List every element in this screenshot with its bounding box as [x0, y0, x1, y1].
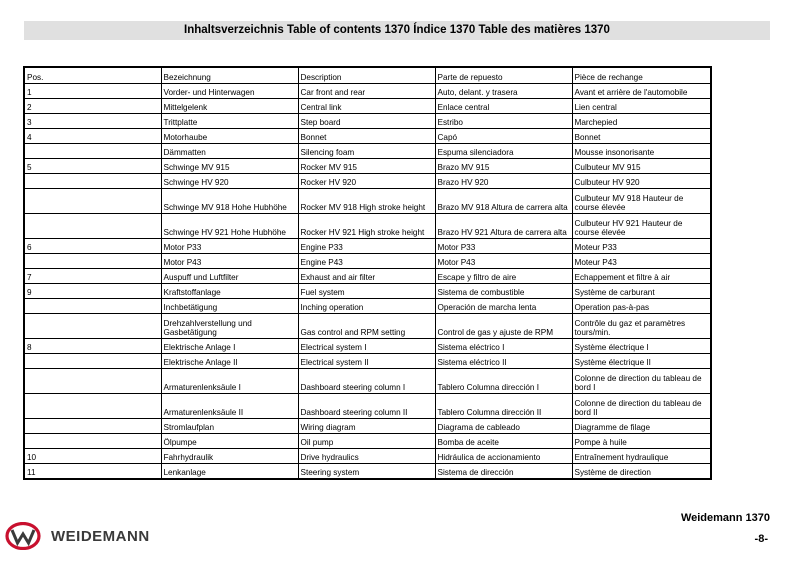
table-row	[24, 434, 711, 449]
piece-cell: Moteur P33	[572, 239, 711, 254]
pos-cell	[24, 144, 161, 159]
pos-cell	[24, 434, 161, 449]
description-cell: Drive hydraulics	[298, 449, 435, 464]
table-row	[24, 84, 711, 99]
parte-cell: Sistema de dirección	[435, 464, 572, 480]
description-cell: Rocker MV 918 High stroke height	[298, 189, 435, 214]
description-cell: Dashboard steering column I	[298, 369, 435, 394]
page-number: -8-	[754, 533, 768, 545]
parte-cell: Diagrama de cableado	[435, 419, 572, 434]
pos-cell: 8	[24, 339, 161, 354]
piece-cell: Lien central	[572, 99, 711, 114]
column-header-parte: Parte de repuesto	[435, 67, 572, 84]
pos-cell: 4	[24, 129, 161, 144]
piece-cell: Système électrique I	[572, 339, 711, 354]
bezeichnung-cell: Ölpumpe	[161, 434, 298, 449]
description-cell: Rocker HV 920	[298, 174, 435, 189]
parte-cell: Operación de marcha lenta	[435, 299, 572, 314]
table-row	[24, 129, 711, 144]
piece-cell: Echappement et filtre à air	[572, 269, 711, 284]
column-header-description: Description	[298, 67, 435, 84]
pos-cell: 5	[24, 159, 161, 174]
weidemann-logo	[5, 522, 175, 550]
column-header-piece: Pièce de rechange	[572, 67, 711, 84]
table-row	[24, 239, 711, 254]
table-row	[24, 144, 711, 159]
model-label: Weidemann 1370	[680, 512, 770, 524]
table-row	[24, 284, 711, 299]
pos-cell	[24, 394, 161, 419]
description-cell: Central link	[298, 99, 435, 114]
bezeichnung-cell: Fahrhydraulik	[161, 449, 298, 464]
piece-cell: Système de carburant	[572, 284, 711, 299]
piece-cell: Diagramme de filage	[572, 419, 711, 434]
bezeichnung-cell: Schwinge MV 918 Hohe Hubhöhe	[161, 189, 298, 214]
description-cell: Fuel system	[298, 284, 435, 299]
piece-cell: Culbuteur HV 920	[572, 174, 711, 189]
parte-cell: Capó	[435, 129, 572, 144]
piece-cell: Marchepied	[572, 114, 711, 129]
description-cell: Steering system	[298, 464, 435, 480]
piece-cell: Colonne de direction du tableau de bord I	[572, 369, 711, 394]
piece-cell: Avant et arrière de l'automobile	[572, 84, 711, 99]
parte-cell: Control de gas y ajuste de RPM	[435, 314, 572, 339]
table-row	[24, 394, 711, 419]
piece-cell: Culbuteur MV 918 Hauteur de course élevée	[572, 189, 711, 214]
column-header-pos: Pos.	[24, 67, 161, 84]
pos-cell: 7	[24, 269, 161, 284]
bezeichnung-cell: Schwinge HV 921 Hohe Hubhöhe	[161, 214, 298, 239]
pos-cell	[24, 354, 161, 369]
pos-cell: 10	[24, 449, 161, 464]
bezeichnung-cell: Mittelgelenk	[161, 99, 298, 114]
parte-cell: Hidráulica de accionamiento	[435, 449, 572, 464]
page-title: Inhaltsverzeichnis Table of contents 1370 Índice 1370 Table des matières 1370	[24, 21, 770, 40]
parte-cell: Brazo MV 918 Altura de carrera alta	[435, 189, 572, 214]
table-row	[24, 254, 711, 269]
table-row	[24, 159, 711, 174]
bezeichnung-cell: Motor P33	[161, 239, 298, 254]
bezeichnung-cell: Trittplatte	[161, 114, 298, 129]
pos-cell: 2	[24, 99, 161, 114]
table-row	[24, 464, 711, 480]
parte-cell: Brazo MV 915	[435, 159, 572, 174]
pos-cell: 9	[24, 284, 161, 299]
bezeichnung-cell: Elektrische Anlage I	[161, 339, 298, 354]
description-cell: Engine P43	[298, 254, 435, 269]
pos-cell: 1	[24, 84, 161, 99]
table-header-row	[24, 67, 711, 84]
piece-cell: Culbuteur MV 915	[572, 159, 711, 174]
bezeichnung-cell: Schwinge HV 920	[161, 174, 298, 189]
table-row	[24, 314, 711, 339]
pos-cell	[24, 299, 161, 314]
bezeichnung-cell: Drehzahlverstellung und Gasbetätigung	[161, 314, 298, 339]
table-row	[24, 269, 711, 284]
description-cell: Silencing foam	[298, 144, 435, 159]
parte-cell: Motor P33	[435, 239, 572, 254]
description-cell: Electrical system I	[298, 339, 435, 354]
pos-cell	[24, 254, 161, 269]
description-cell: Dashboard steering column II	[298, 394, 435, 419]
bezeichnung-cell: Stromlaufplan	[161, 419, 298, 434]
table-row	[24, 449, 711, 464]
parte-cell: Auto, delant. y trasera	[435, 84, 572, 99]
description-cell: Inching operation	[298, 299, 435, 314]
parte-cell: Tablero Columna dirección II	[435, 394, 572, 419]
bezeichnung-cell: Armaturenlenksäule I	[161, 369, 298, 394]
table-row	[24, 299, 711, 314]
bezeichnung-cell: Motorhaube	[161, 129, 298, 144]
bezeichnung-cell: Elektrische Anlage II	[161, 354, 298, 369]
pos-cell	[24, 419, 161, 434]
bezeichnung-cell: Armaturenlenksäule II	[161, 394, 298, 419]
parte-cell: Estribo	[435, 114, 572, 129]
piece-cell: Culbuteur HV 921 Hauteur de course élevée	[572, 214, 711, 239]
bezeichnung-cell: Motor P43	[161, 254, 298, 269]
description-cell: Bonnet	[298, 129, 435, 144]
bezeichnung-cell: Schwinge MV 915	[161, 159, 298, 174]
brand-name: WEIDEMANN	[51, 527, 150, 545]
piece-cell: Operation pas-à-pas	[572, 299, 711, 314]
table-row	[24, 174, 711, 189]
parte-cell: Brazo HV 921 Altura de carrera alta	[435, 214, 572, 239]
parte-cell: Sistema eléctrico I	[435, 339, 572, 354]
weidemann-w-icon	[5, 522, 41, 550]
pos-cell	[24, 174, 161, 189]
description-cell: Rocker MV 915	[298, 159, 435, 174]
description-cell: Gas control and RPM setting	[298, 314, 435, 339]
table-row	[24, 99, 711, 114]
description-cell: Step board	[298, 114, 435, 129]
parte-cell: Espuma silenciadora	[435, 144, 572, 159]
piece-cell: Entraînement hydraulique	[572, 449, 711, 464]
description-cell: Rocker HV 921 High stroke height	[298, 214, 435, 239]
piece-cell: Pompe à huile	[572, 434, 711, 449]
table-row	[24, 214, 711, 239]
piece-cell: Bonnet	[572, 129, 711, 144]
pos-cell: 3	[24, 114, 161, 129]
description-cell: Car front and rear	[298, 84, 435, 99]
pos-cell	[24, 214, 161, 239]
column-header-bezeichnung: Bezeichnung	[161, 67, 298, 84]
parte-cell: Escape y filtro de aire	[435, 269, 572, 284]
piece-cell: Système de direction	[572, 464, 711, 480]
piece-cell: Système électrique II	[572, 354, 711, 369]
parte-cell: Sistema de combustible	[435, 284, 572, 299]
parte-cell: Enlace central	[435, 99, 572, 114]
pos-cell: 6	[24, 239, 161, 254]
bezeichnung-cell: Dämmatten	[161, 144, 298, 159]
parte-cell: Brazo HV 920	[435, 174, 572, 189]
piece-cell: Mousse insonorisante	[572, 144, 711, 159]
table-row	[24, 419, 711, 434]
parte-cell: Sistema eléctrico II	[435, 354, 572, 369]
parte-cell: Motor P43	[435, 254, 572, 269]
table-row	[24, 369, 711, 394]
bezeichnung-cell: Inchbetätigung	[161, 299, 298, 314]
description-cell: Exhaust and air filter	[298, 269, 435, 284]
piece-cell: Contrôle du gaz et paramètres tours/min.	[572, 314, 711, 339]
parte-cell: Bomba de aceite	[435, 434, 572, 449]
bezeichnung-cell: Lenkanlage	[161, 464, 298, 480]
description-cell: Oil pump	[298, 434, 435, 449]
parte-cell: Tablero Columna dirección I	[435, 369, 572, 394]
bezeichnung-cell: Kraftstoffanlage	[161, 284, 298, 299]
pos-cell	[24, 189, 161, 214]
piece-cell: Moteur P43	[572, 254, 711, 269]
pos-cell	[24, 369, 161, 394]
description-cell: Electrical system II	[298, 354, 435, 369]
contents-table	[23, 66, 712, 480]
table-row	[24, 189, 711, 214]
pos-cell	[24, 314, 161, 339]
description-cell: Engine P33	[298, 239, 435, 254]
pos-cell: 11	[24, 464, 161, 480]
piece-cell: Colonne de direction du tableau de bord II	[572, 394, 711, 419]
description-cell: Wiring diagram	[298, 419, 435, 434]
table-row	[24, 354, 711, 369]
bezeichnung-cell: Auspuff und Luftfilter	[161, 269, 298, 284]
bezeichnung-cell: Vorder- und Hinterwagen	[161, 84, 298, 99]
table-row	[24, 339, 711, 354]
table-row	[24, 114, 711, 129]
